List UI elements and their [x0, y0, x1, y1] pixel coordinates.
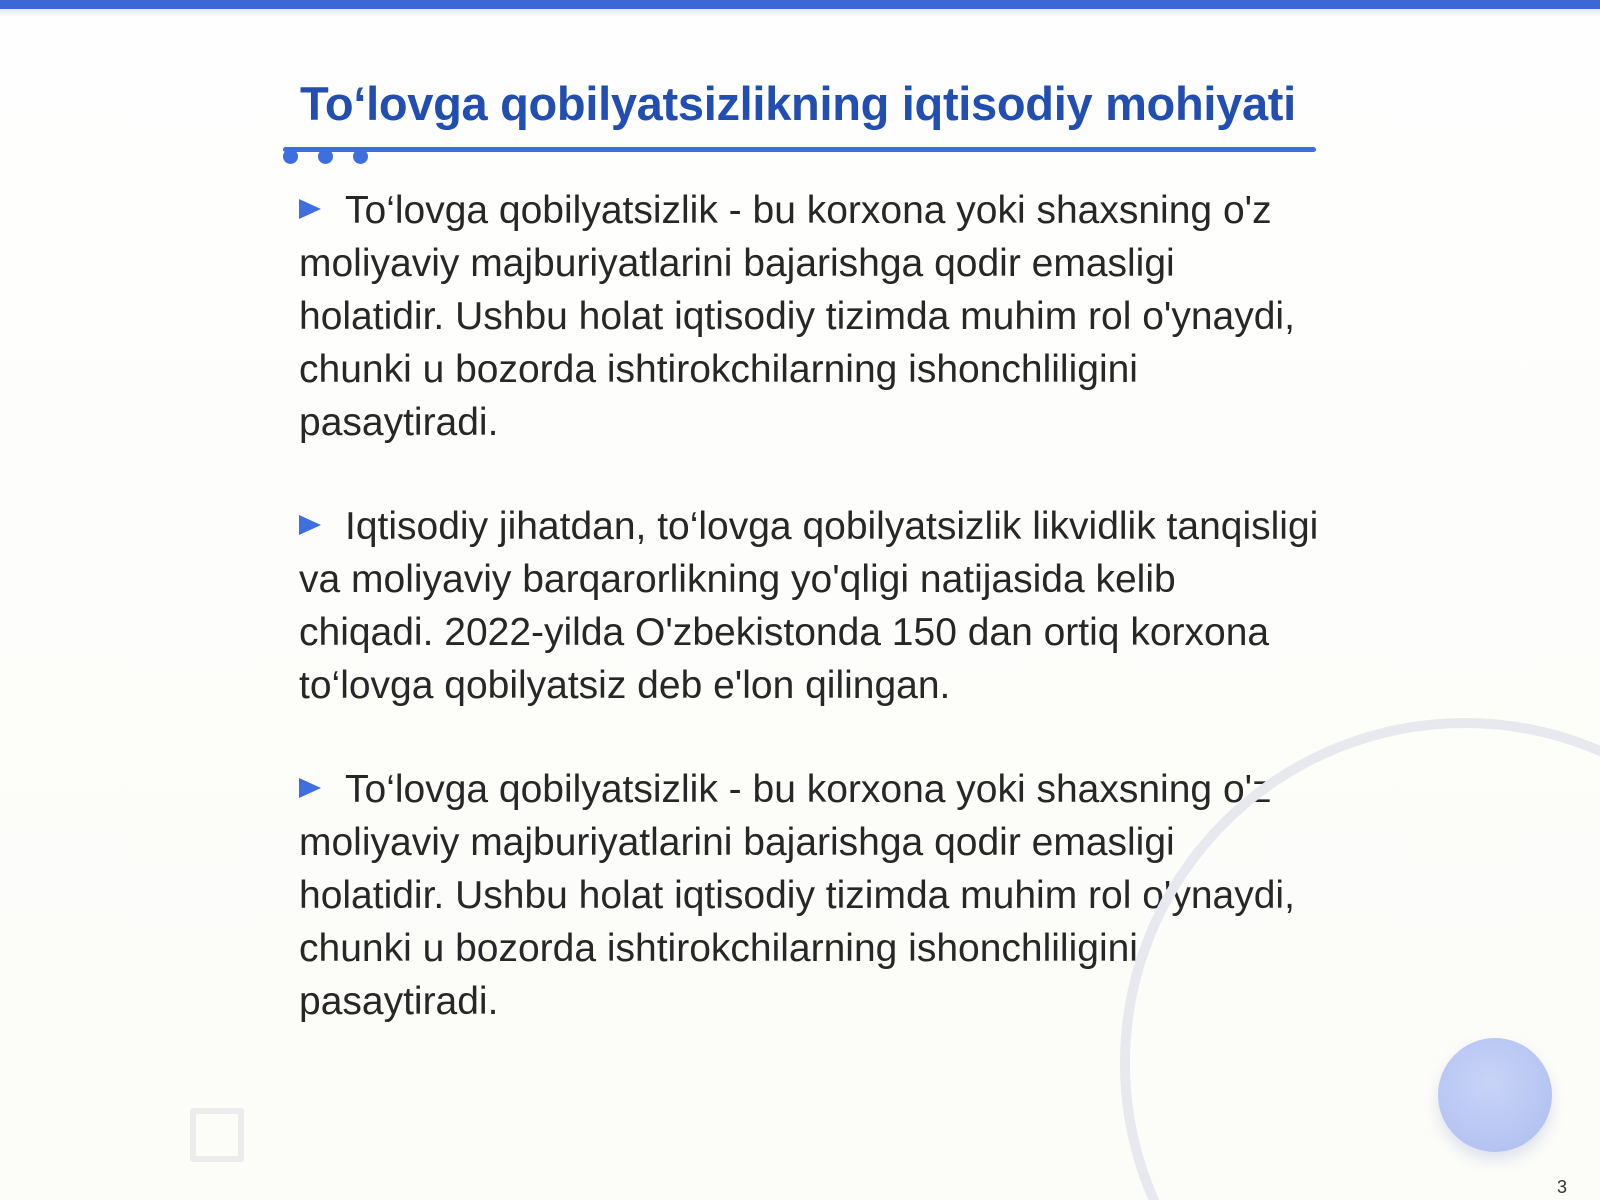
decorative-square-outline	[190, 1108, 244, 1162]
triangle-bullet-icon	[299, 199, 321, 219]
title-underline-dot	[318, 149, 333, 164]
top-accent-bar	[0, 0, 1600, 9]
decorative-blue-circle	[1438, 1038, 1552, 1152]
bullet-paragraph-text: Iqtisodiy jihatdan, to‘lovga qobilyatsizlik likvidlik tanqisligi va moliyaviy barqarorlikning yo'qligi natijasida kelib chiqadi. 2022-yilda O'zbekistonda 150 dan ortiq korxona to‘lovga qobilyatsiz deb e'lon qilingan.	[299, 505, 1319, 707]
bullet-paragraph	[299, 184, 1319, 449]
title-underline-dot	[283, 149, 298, 164]
bullet-paragraph-text: To‘lovga qobilyatsizlik - bu korxona yoki shaxsning o'z moliyaviy majburiyatlarini bajarishga qodir emasligi holatidir. Ushbu holat iqtisodiy tizimda muhim rol o'ynaydi, chunki u bozorda ishtirokchilarning ishonchliligini pasaytiradi.	[299, 189, 1295, 444]
bullet-paragraph-text: To‘lovga qobilyatsizlik - bu korxona yoki shaxsning o'z moliyaviy majburiyatlarini bajarishga qodir emasligi holatidir. Ushbu holat iqtisodiy tizimda muhim rol o'ynaydi, chunki u bozorda ishtirokchilarning ishonchliligini pasaytiradi.	[299, 768, 1295, 1023]
triangle-bullet-icon	[299, 515, 321, 535]
page-number: 3	[1556, 1177, 1567, 1197]
top-accent-shadow	[0, 9, 1600, 17]
title-underline	[283, 147, 1316, 152]
bullet-paragraph	[299, 500, 1319, 712]
title-underline-dot	[353, 149, 368, 164]
triangle-bullet-icon	[299, 778, 321, 798]
slide-title: To‘lovga qobilyatsizlikning iqtisodiy mohiyati	[300, 77, 1296, 130]
